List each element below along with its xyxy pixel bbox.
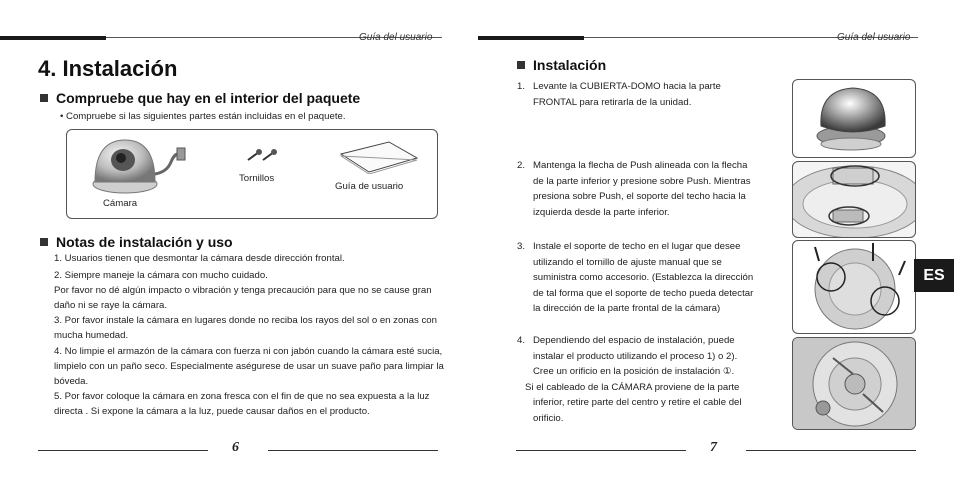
page-number-left: 6 [232,440,239,455]
header-guide-label-right: Guía del usuario [837,32,911,43]
header-bar-left [0,36,106,40]
item-guide-label: Guía de usuario [335,181,404,192]
square-bullet-icon [40,94,48,102]
package-heading-text: Compruebe que hay en el interior del paquete [56,90,361,106]
step-3: 3. Instale el soporte de techo en el lugar que desee utilizando el tornillo de ajuste manual que se suministra como accesorio. (Establezca la dirección de tal forma que el soporte de techo pueda detectar la dirección de la parte frontal de la cámara) [517,241,754,314]
ceiling-mount-illustration [793,241,915,333]
note-1: 1. Usuarios tienen que desmontar la cámara desde dirección frontal. [54,253,345,264]
note-5: 5. Por favor coloque la cámara en zona fresca con el fin de que no sea expuesta a la luz directa . Si expone la cámara a la luz, puede causar daños en el producto. [54,391,430,417]
step-2: 2. Mantenga la flecha de Push alineada con la flecha de la parte inferior y presione sobre Push. Mientras presiona sobre Push, el soporte del techo hacia la izquierda desde la parte inferior. [517,160,751,218]
installation-heading [517,57,606,73]
camera-icon [91,134,191,196]
push-arrow-illustration [793,162,915,237]
step-2-photo [792,161,916,238]
dome-cover-illustration [793,80,915,157]
user-guide-icon [339,140,419,174]
note-3: 3. Por favor instale la cámara en lugares donde no reciba los rayos del sol o en zonas con mucha humedad. [54,315,437,341]
item-screws-label: Tornillos [239,173,275,184]
page-title: 4. Instalación [38,56,178,81]
step-3-photo [792,240,916,334]
screws-icon [245,148,279,164]
square-bullet-icon [517,61,525,69]
step-1-photo [792,79,916,158]
mounting-hole-illustration [793,338,915,429]
package-section-heading [40,90,360,106]
footer-rule-right-a [516,450,686,451]
language-tab-es: ES [914,259,954,292]
package-check-bullet: • Compruebe si las siguientes partes están incluidas en el paquete. [60,111,346,122]
notes-section-heading [40,234,233,250]
note-2: 2. Siempre maneje la cámara con mucho cuidado. Por favor no dé algún impacto o vibración y tenga precaución para que no se cause gran daño ni se raye la cámara. [54,270,432,311]
note-4: 4. No limpie el armazón de la cámara con fuerza ni con jabón cuando la cámara esté sucia, limpielo con un paño seco. Especialmente aségurese de usar un suave paño para limpiar la bóveda. [54,346,444,387]
footer-rule-left-a [38,450,208,451]
installation-heading-text: Instalación [533,57,607,73]
square-bullet-icon [40,238,48,246]
step-4-photo [792,337,916,430]
package-contents-box [66,129,438,219]
header-bar-right [478,36,584,40]
footer-rule-left-b [268,450,438,451]
step-4: 4. Dependiendo del espacio de instalación, puede instalar el producto utilizando el proceso 1) o 2). Cree un orificio en la posición de instalación ①. Si el cableado de la CÁMARA proviene de la parte inferior, retire parte del centro y retire el cable del orificio. [517,335,742,424]
page-number-right: 7 [710,440,717,455]
header-guide-label-left: Guía del usuario [359,32,433,43]
step-1: 1. Levante la CUBIERTA-DOMO hacia la parte FRONTAL para retirarla de la unidad. [517,81,721,108]
footer-rule-right-b [746,450,916,451]
notes-heading-text: Notas de instalación y uso [56,234,233,250]
item-camera-label: Cámara [103,198,138,209]
